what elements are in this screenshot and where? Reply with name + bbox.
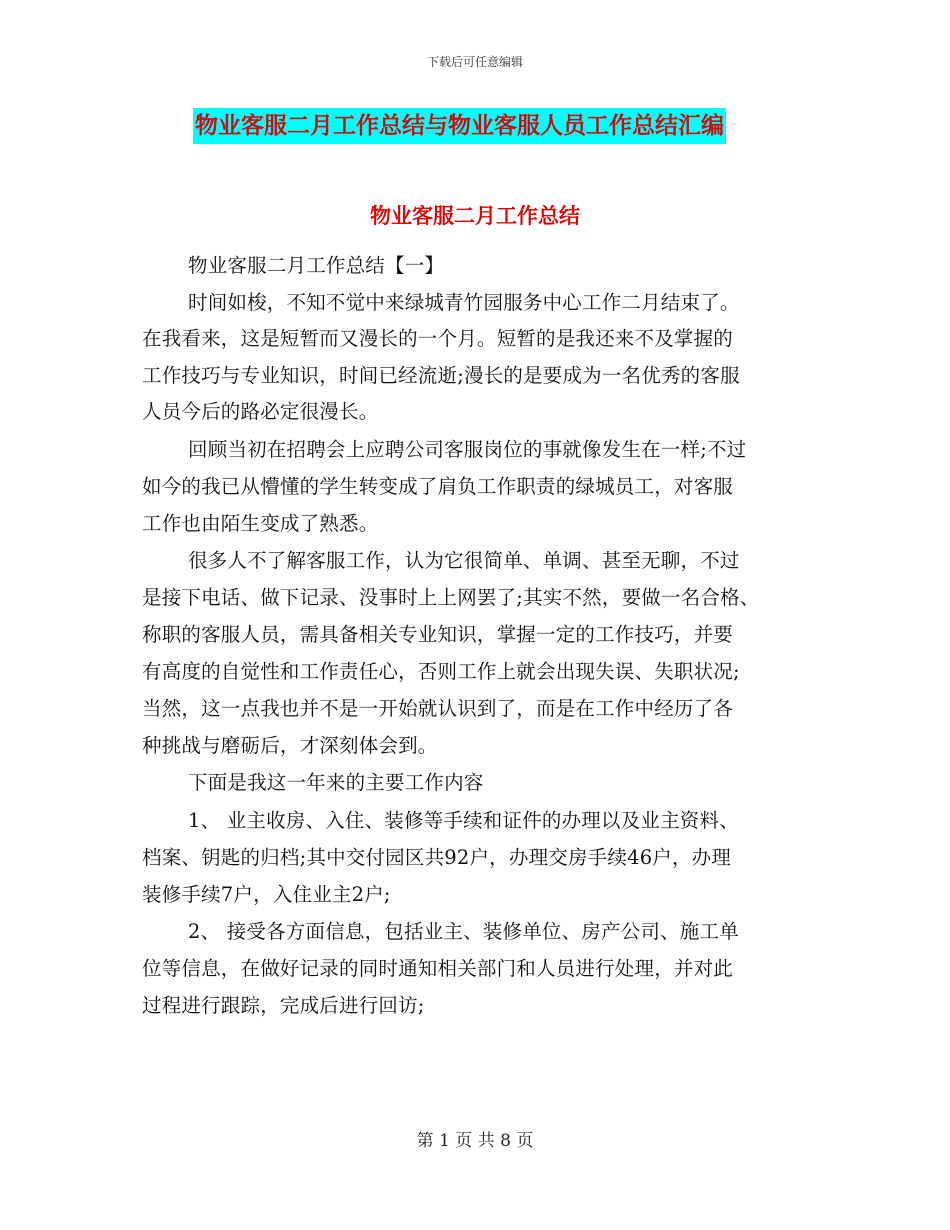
paragraph-line: 当然，这一点我也并不是一开始就认识到了，而是在工作中经历了各 <box>142 697 734 720</box>
document-title: 物业客服二月工作总结与物业客服人员工作总结汇编 <box>193 108 726 144</box>
paragraph-line: 很多人不了解客服工作，认为它很简单、单调、甚至无聊，不过 <box>188 549 740 572</box>
paragraph-line: 下面是我这一年来的主要工作内容 <box>188 771 484 794</box>
section-title: 物业客服二月工作总结 <box>370 204 580 228</box>
paragraph-line: 种挑战与磨砺后，才深刻体会到。 <box>142 734 438 757</box>
paragraph-line: 物业客服二月工作总结【一】 <box>188 254 445 277</box>
paragraph-line: 位等信息，在做好记录的同时通知相关部门和人员进行处理，并对此 <box>142 957 734 980</box>
paragraph-line: 在我看来，这是短暂而又漫长的一个月。短暂的是我还来不及掌握的 <box>142 327 734 350</box>
paragraph-line: 时间如梭，不知不觉中来绿城青竹园服务中心工作二月结束了。 <box>188 291 740 314</box>
paragraph-line: 回顾当初在招聘会上应聘公司客服岗位的事就像发生在一样;不过 <box>188 438 747 461</box>
paragraph-line: 有高度的自觉性和工作责任心，否则工作上就会出现失误、失职状况; <box>142 660 740 683</box>
paragraph-line: 2、 接受各方面信息，包括业主、装修单位、房产公司、施工单 <box>188 920 739 943</box>
document-title-wrap <box>193 108 726 144</box>
paragraph-line: 人员今后的路必定很漫长。 <box>142 400 379 423</box>
paragraph-line: 档案、钥匙的归档;其中交付园区共92户，办理交房手续46户，办理 <box>142 846 732 869</box>
header-note: 下载后可任意编辑 <box>426 55 523 69</box>
paragraph-line: 是接下电话、做下记录、没事时上上网罢了;其实不然，要做一名合格、 <box>142 586 760 609</box>
paragraph-line: 工作也由陌生变成了熟悉。 <box>142 512 379 535</box>
paragraph-line: 工作技巧与专业知识，时间已经流逝;漫长的是要成为一名优秀的客服 <box>142 364 740 387</box>
paragraph-line: 称职的客服人员，需具备相关专业知识，掌握一定的工作技巧，并要 <box>142 623 734 646</box>
paragraph-line: 1、 业主收房、入住、装修等手续和证件的办理以及业主资料、 <box>188 809 739 832</box>
page-footer: 第 1 页 共 8 页 <box>416 1131 534 1151</box>
paragraph-line: 过程进行跟踪，完成后进行回访; <box>142 994 425 1017</box>
paragraph-line: 装修手续7户，入住业主2户; <box>142 883 391 906</box>
paragraph-line: 如今的我已从懵懂的学生转变成了肩负工作职责的绿城员工，对客服 <box>142 475 734 498</box>
